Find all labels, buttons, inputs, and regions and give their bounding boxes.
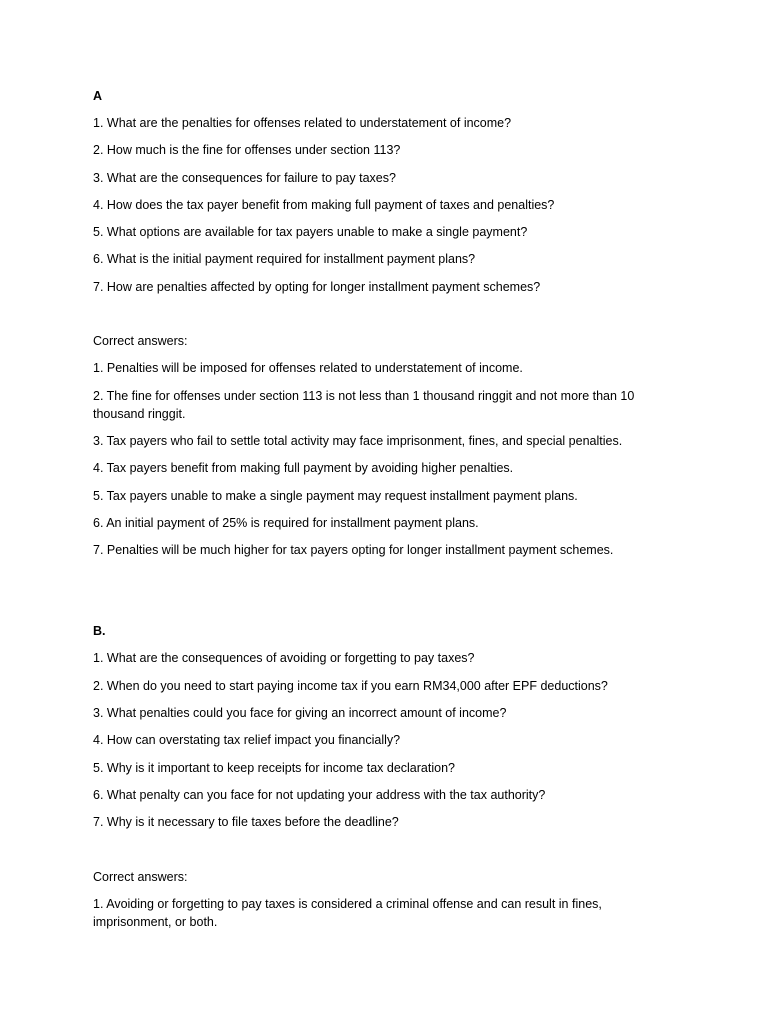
question-item: 6. What penalty can you face for not updating your address with the tax authority?: [93, 787, 546, 802]
question-item: 6. What is the initial payment required for installment payment plans?: [93, 252, 476, 267]
spacer: [93, 305, 673, 332]
section-a-answers: [93, 359, 673, 559]
question-item: 5. Why is it important to keep receipts for income tax declaration?: [93, 760, 455, 775]
answer-item: 1. Penalties will be imposed for offenses related to understatement of income.: [93, 361, 523, 376]
section-b-heading: B.: [93, 624, 106, 639]
section-a-answers-label: Correct answers:: [93, 334, 188, 349]
question-item: 3. What are the consequences for failure to pay taxes?: [93, 170, 396, 185]
section-b-answers: [93, 895, 673, 931]
question-item: 7. Why is it necessary to file taxes before the deadline?: [93, 815, 399, 830]
question-item: 4. How does the tax payer benefit from making full payment of taxes and penalties?: [93, 197, 555, 212]
spacer: [93, 841, 673, 868]
question-item: 2. When do you need to start paying income tax if you earn RM34,000 after EPF deductions?: [93, 678, 608, 693]
answer-item: 4. Tax payers benefit from making full payment by avoiding higher penalties.: [93, 461, 514, 476]
spacer: [93, 568, 673, 622]
answer-item: 6. An initial payment of 25% is required for installment payment plans.: [93, 515, 479, 530]
question-item: 3. What penalties could you face for giving an incorrect amount of income?: [93, 706, 507, 721]
question-item: 1. What are the consequences of avoiding or forgetting to pay taxes?: [93, 651, 475, 666]
question-item: 7. How are penalties affected by opting for longer installment payment schemes?: [93, 279, 541, 294]
question-item: 1. What are the penalties for offenses related to understatement of income?: [93, 116, 512, 130]
answer-item: 2. The fine for offenses under section 113 is not less than 1 thousand ringgit and not more than 10 thousand ringgit.: [93, 388, 635, 421]
question-item: 4. How can overstating tax relief impact you financially?: [93, 733, 401, 748]
answer-item: 3. Tax payers who fail to settle total activity may face imprisonment, fines, and special penalties.: [93, 433, 623, 448]
document-content: [93, 87, 673, 940]
question-item: 5. What options are available for tax payers unable to make a single payment?: [93, 225, 528, 240]
section-b-answers-label: Correct answers:: [93, 869, 188, 884]
section-b-questions: [93, 649, 673, 831]
answer-item: 5. Tax payers unable to make a single payment may request installment payment plans.: [93, 488, 578, 503]
question-item: 2. How much is the fine for offenses under section 113?: [93, 143, 401, 158]
answer-item: 7. Penalties will be much higher for tax payers opting for longer installment payment schemes.: [93, 543, 614, 558]
section-a-heading: A: [93, 89, 103, 103]
section-a-questions: [93, 114, 673, 296]
answer-item: 1. Avoiding or forgetting to pay taxes is considered a criminal offense and can result in fines, imprisonment, or both.: [93, 896, 602, 929]
